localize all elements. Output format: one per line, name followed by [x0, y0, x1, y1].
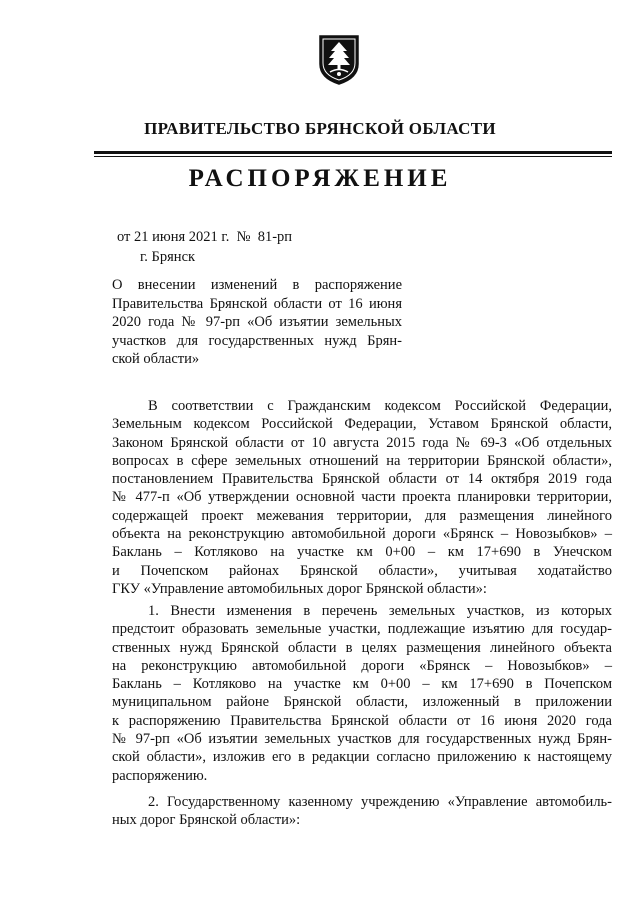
- text-line: № 477-п «Об утверждении основной части проекта планировки территории,: [112, 489, 612, 506]
- text-line: Законом Брянской области от 10 августа 2015 года № 69-З «Об отдельных: [112, 434, 612, 451]
- text-line: ской области», изложив его в редакции согласно приложению к настоящему: [112, 749, 612, 766]
- header-divider-thin: [94, 156, 612, 157]
- text-line: В соответствии с Гражданским кодексом Российской Федерации,: [148, 398, 612, 414]
- text-line: ГКУ «Управление автомобильных дорог Брянской области»:: [112, 580, 487, 597]
- text-line: муниципальном районе Брянской области, изложенный в приложении: [112, 694, 612, 711]
- text-line: № 97-рп «Об изъятии земельных участков для государственных нужд Брян-: [112, 731, 612, 748]
- text-line: Баклань – Котляково на участке км 0+00 – км 17+690 в Почепском: [112, 676, 612, 693]
- document-city: г. Брянск: [140, 249, 196, 265]
- subject-line: участков для государственных нужд Брян-: [112, 332, 402, 349]
- text-line: ственных нужд Брянской области в целях размещения линейного объекта: [112, 639, 612, 656]
- text-line: Земельным кодексом Российской Федерации, Уставом Брянской области,: [112, 416, 612, 433]
- preamble-paragraph: [112, 397, 612, 598]
- bryansk-coat-of-arms-icon: [318, 34, 360, 86]
- text-line: Баклань – Котляково на участке км 0+00 – км 17+690 в Унечском: [112, 544, 612, 561]
- header-divider-thick: [94, 151, 612, 154]
- subject-line: ской области»: [112, 351, 200, 367]
- text-line: содержащей проект межевания территории, для размещения линейного: [112, 507, 612, 524]
- subject-line: Правительства Брянской области от 16 июня: [112, 295, 402, 312]
- subject-line: 2020 года № 97-рп «Об изъятии земельных: [112, 314, 402, 330]
- document-date-number: от 21 июня 2021 г. № 81-рп: [117, 229, 293, 245]
- text-line: объекта на реконструкцию автомобильной дороги «Брянск – Новозыбков» –: [112, 526, 612, 543]
- text-line: 2. Государственному казенному учреждению «Управление автомобиль-: [148, 794, 612, 810]
- text-line: предстоит образовать земельные участки, подлежащие изъятию для государ-: [112, 621, 612, 638]
- document-subject: [112, 276, 402, 369]
- document-type-heading: РАСПОРЯЖЕНИЕ: [188, 165, 452, 192]
- subject-line: О внесении изменений в распоряжение: [112, 277, 402, 293]
- text-line: и Почепском районах Брянской области», учитывая ходатайство: [112, 562, 612, 579]
- text-line: вопросах в сфере земельных отношений на территории Брянской области»,: [112, 452, 612, 469]
- text-line: к распоряжению Правительства Брянской области от 16 июня 2020 года: [112, 712, 612, 729]
- item-1-paragraph: [112, 602, 612, 785]
- text-line: распоряжению.: [112, 767, 208, 784]
- coat-of-arms-emblem: [318, 34, 360, 86]
- text-line: ных дорог Брянской области»:: [112, 812, 301, 829]
- item-2-paragraph: [112, 793, 612, 830]
- text-line: на реконструкцию автомобильной дороги «Брянск – Новозыбков» –: [112, 657, 612, 674]
- government-title: ПРАВИТЕЛЬСТВО БРЯНСКОЙ ОБЛАСТИ: [144, 119, 496, 138]
- text-line: постановлением Правительства Брянской области от 14 октября 2019 года: [112, 471, 612, 488]
- text-line: 1. Внести изменения в перечень земельных участков, из которых: [148, 603, 612, 619]
